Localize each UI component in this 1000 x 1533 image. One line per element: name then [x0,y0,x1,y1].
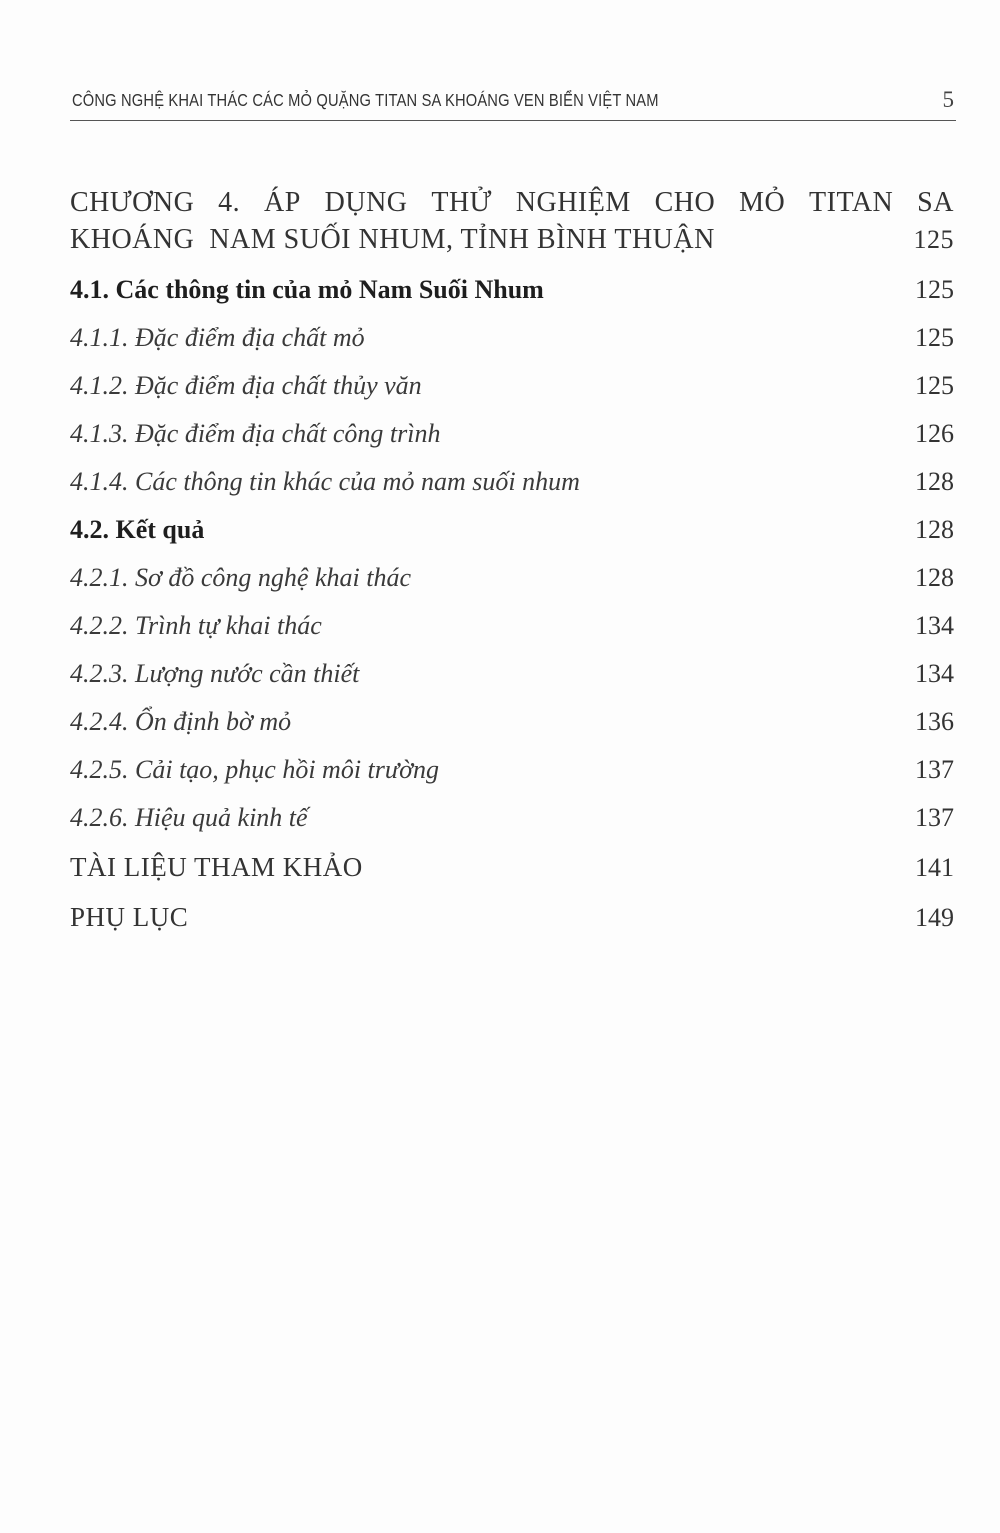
chapter-word: 4. [218,187,241,218]
toc-entry-label: 4.1.2. Đặc điểm địa chất thủy văn [70,371,422,400]
page-number: 5 [942,87,954,112]
toc-entry-label: 4.2.4. Ổn định bờ mỏ [70,707,292,736]
toc-entry-subsection [70,314,954,362]
toc-entry-subsection [70,362,954,410]
toc-entry-subsection [70,650,954,698]
toc-entry-label: 4.2.2. Trình tự khai thác [70,611,322,640]
toc-entry-label: 4.2.1. Sơ đồ công nghệ khai thác [70,563,411,592]
toc-entry-page: 125 [915,323,954,352]
toc-entry-page: 134 [915,659,954,688]
table-of-contents [70,184,954,942]
toc-entry-page: 128 [915,467,954,496]
toc-entry-label: 4.2. Kết quả [70,515,205,544]
toc-entry-label: 4.2.5. Cải tạo, phục hồi môi trường [70,755,439,784]
toc-entry-subsection [70,458,954,506]
toc-entry-page: 128 [915,563,954,592]
toc-entry-page: 137 [915,755,954,784]
toc-entry-appendix [70,892,954,942]
toc-entry-page: 134 [915,611,954,640]
chapter-title-line-2 [70,221,954,258]
chapter-word: CHƯƠNG [70,187,195,218]
toc-entry-section [70,506,954,554]
toc-entry-page: 125 [915,275,954,304]
toc-entry-subsection [70,746,954,794]
toc-entry-label: 4.1. Các thông tin của mỏ Nam Suối Nhum [70,275,544,304]
toc-entry-label: 4.2.3. Lượng nước cần thiết [70,659,360,688]
toc-entry-label: 4.2.6. Hiệu quả kinh tế [70,803,308,832]
toc-entry-subsection [70,602,954,650]
chapter-word: ÁP [263,187,301,218]
chapter-word: NGHIỆM [515,187,631,218]
chapter-word: TITAN [809,187,894,218]
toc-entry-section [70,266,954,314]
chapter-word: CHO [654,187,716,218]
toc-entry-page: 136 [915,707,954,736]
toc-entry-label: TÀI LIỆU THAM KHẢO [70,852,363,882]
chapter-title-continuation: KHOÁNG NAM SUỐI NHUM, TỈNH BÌNH THUẬN [70,224,715,255]
toc-entry-references [70,842,954,892]
chapter-word: THỬ [431,187,492,218]
chapter-word: MỎ [739,187,786,218]
toc-entry-subsection [70,554,954,602]
chapter-title-line-1 [70,184,954,221]
chapter-page-number: 125 [913,225,954,254]
toc-entry-page: 149 [915,903,954,932]
toc-entry-page: 126 [915,419,954,448]
running-header [70,86,956,121]
toc-entry-page: 137 [915,803,954,832]
toc-entry-subsection [70,698,954,746]
toc-entry-label: 4.1.1. Đặc điểm địa chất mỏ [70,323,365,352]
book-title: CÔNG NGHỆ KHAI THÁC CÁC MỎ QUẶNG TITAN SA KHOÁNG VEN BIỂN VIỆT NAM [72,90,659,110]
chapter-word: DỤNG [324,187,408,218]
toc-entry-label: 4.1.4. Các thông tin khác của mỏ nam suối nhum [70,467,580,496]
toc-entry-label: 4.1.3. Đặc điểm địa chất công trình [70,419,441,448]
toc-entry-page: 125 [915,371,954,400]
toc-chapter-4 [70,184,954,258]
toc-entry-label: PHỤ LỤC [70,902,189,932]
toc-entry-page: 141 [915,853,954,882]
toc-entry-page: 128 [915,515,954,544]
chapter-word: SA [917,187,954,218]
toc-entry-subsection [70,794,954,842]
toc-entry-subsection [70,410,954,458]
